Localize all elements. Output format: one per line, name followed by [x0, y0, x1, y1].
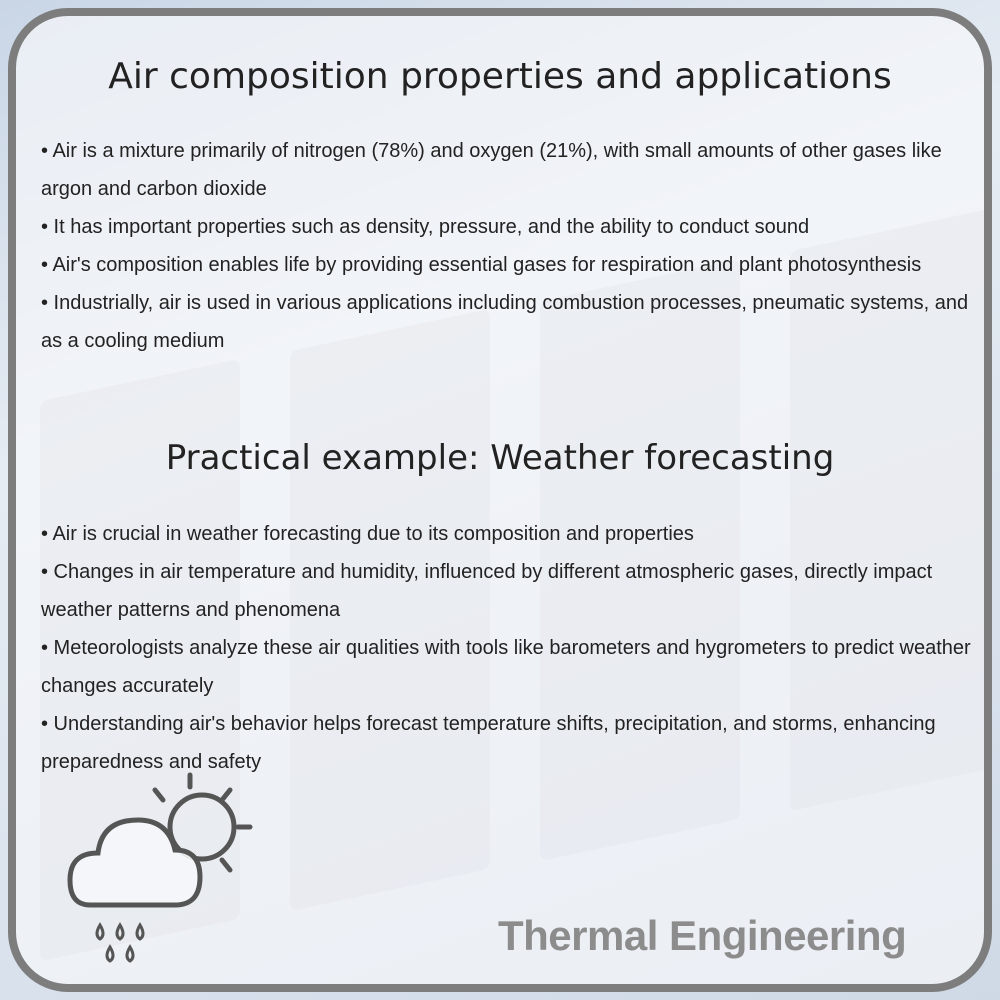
section-title-composition: Air composition properties and applications: [108, 56, 892, 97]
list-item: • It has important properties such as density, pressure, and the ability to conduct sound: [41, 216, 810, 238]
list-item: • Air is a mixture primarily of nitrogen (78%) and oxygen (21%), with small amounts of other gases like argon and carbon dioxide: [41, 140, 942, 200]
list-item: • Industrially, air is used in various applications including combustion processes, pneumatic systems, and as a cooling medium: [41, 292, 969, 352]
list-item: • Meteorologists analyze these air qualities with tools like barometers and hygrometers to predict weather changes accurately: [41, 637, 971, 697]
list-item: • Air's composition enables life by providing essential gases for respiration and plant photosynthesis: [41, 254, 922, 276]
weather-bullet-list: [41, 515, 971, 781]
cloud-sun-rain-icon: [60, 765, 260, 965]
composition-bullet-list: [41, 132, 971, 360]
list-item: • Changes in air temperature and humidity, influenced by different atmospheric gases, directly impact weather patterns and phenomena: [41, 561, 933, 621]
list-item: • Understanding air's behavior helps forecast temperature shifts, precipitation, and storms, enhancing preparedness and safety: [41, 713, 936, 773]
list-item: • Air is crucial in weather forecasting due to its composition and properties: [41, 523, 694, 545]
brand-logo: Thermal Engineering: [498, 912, 907, 959]
section-title-weather: Practical example: Weather forecasting: [165, 438, 835, 478]
